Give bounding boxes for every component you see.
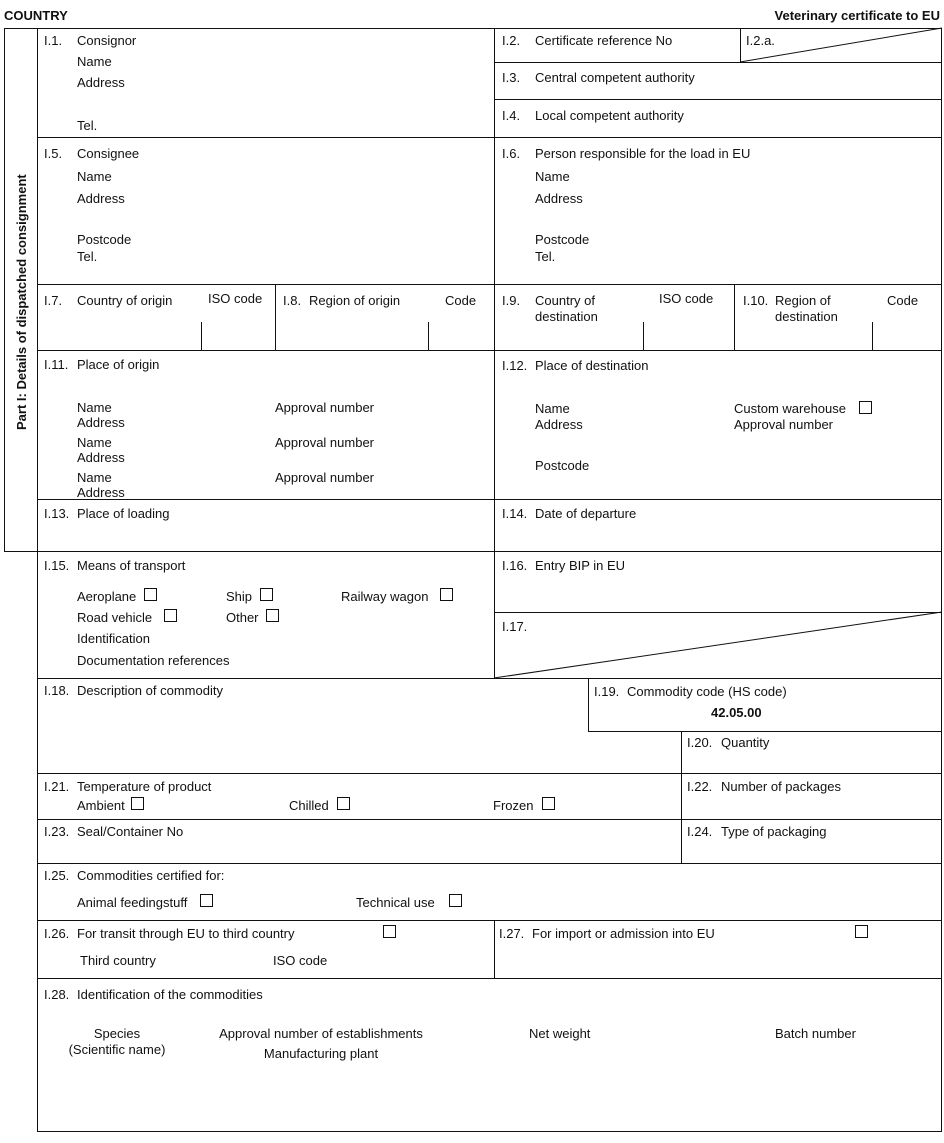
i21-ambient-checkbox[interactable] — [131, 797, 144, 810]
i1-title: Consignor — [77, 33, 137, 48]
i26-number: I.26. — [44, 926, 70, 941]
i5-postcode-label: Postcode — [77, 232, 132, 247]
i16-title: Entry BIP in EU — [535, 558, 626, 573]
i5-address-label: Address — [77, 191, 125, 206]
i6-address-label: Address — [535, 191, 583, 206]
i26-transit-checkbox[interactable] — [383, 925, 396, 938]
i12-postcode-label: Postcode — [535, 458, 590, 473]
i1-address-label: Address — [77, 75, 125, 90]
i21-number: I.21. — [44, 779, 70, 794]
i11-title: Place of origin — [77, 357, 160, 372]
i21-frozen-label: Frozen — [493, 798, 534, 813]
i12-custom-warehouse-checkbox[interactable] — [859, 401, 872, 414]
i11-name-label-3: Name — [77, 470, 112, 485]
i9-title-line2: destination — [535, 309, 598, 324]
i15-ship-label: Ship — [226, 589, 253, 604]
i15-number: I.15. — [44, 558, 70, 573]
i21-chilled-label: Chilled — [289, 798, 329, 813]
i4-title: Local competent authority — [535, 108, 684, 123]
i11-address-label-2: Address — [77, 450, 125, 465]
i5-title: Consignee — [77, 146, 140, 161]
i15-identification-label: Identification — [77, 631, 150, 646]
i26-title: For transit through EU to third country — [77, 926, 295, 941]
i9-number: I.9. — [502, 293, 521, 308]
i20-number: I.20. — [687, 735, 713, 750]
i26-iso-label: ISO code — [273, 953, 328, 968]
i21-frozen-checkbox[interactable] — [542, 797, 555, 810]
i8-title: Region of origin — [309, 293, 401, 308]
i6-number: I.6. — [502, 146, 521, 161]
i11-approval-label-1: Approval number — [275, 400, 374, 415]
i9-iso-label: ISO code — [659, 291, 714, 306]
i22-number: I.22. — [687, 779, 713, 794]
i28-approval-label: Approval number of establishments — [219, 1026, 423, 1041]
i4-number: I.4. — [502, 108, 521, 123]
i15-road-label: Road vehicle — [77, 610, 153, 625]
certificate-title: Veterinary certificate to EU — [774, 8, 940, 23]
part-label: Part I: Details of dispatched consignment — [14, 174, 29, 430]
i15-other-label: Other — [226, 610, 259, 625]
i25-technical-checkbox[interactable] — [449, 894, 462, 907]
i21-ambient-label: Ambient — [77, 798, 125, 813]
country-heading: COUNTRY — [4, 8, 68, 23]
i17-number: I.17. — [502, 619, 528, 634]
i2a-number: I.2.a. — [746, 33, 775, 48]
i28-species-label: Species — [93, 1026, 141, 1041]
i5-name-label: Name — [77, 169, 112, 184]
i19-hs-code-value: 42.05.00 — [711, 705, 762, 720]
i23-number: I.23. — [44, 824, 70, 839]
i27-number: I.27. — [499, 926, 525, 941]
i15-documentation-label: Documentation references — [77, 653, 230, 668]
i25-feed-checkbox[interactable] — [200, 894, 213, 907]
i12-title: Place of destination — [535, 358, 649, 373]
i27-title: For import or admission into EU — [532, 926, 715, 941]
i11-address-label-3: Address — [77, 485, 125, 500]
i3-number: I.3. — [502, 70, 521, 85]
i24-title: Type of packaging — [721, 824, 827, 839]
i25-feed-label: Animal feedingstuff — [77, 895, 188, 910]
i28-species-sublabel: (Scientific name) — [68, 1042, 166, 1057]
i18-title: Description of commodity — [77, 683, 223, 698]
i11-name-label-1: Name — [77, 400, 112, 415]
i12-custom-warehouse-label: Custom warehouse — [734, 401, 846, 416]
i15-road-checkbox[interactable] — [164, 609, 177, 622]
i9-title-line1: Country of — [535, 293, 595, 308]
i6-tel-label: Tel. — [535, 249, 556, 264]
i21-chilled-checkbox[interactable] — [337, 797, 350, 810]
i2-number: I.2. — [502, 33, 521, 48]
i12-approval-label: Approval number — [734, 417, 833, 432]
i28-title: Identification of the commodities — [77, 987, 263, 1002]
i1-name-label: Name — [77, 54, 112, 69]
i7-iso-label: ISO code — [208, 291, 263, 306]
i10-title-line2: destination — [775, 309, 838, 324]
i14-number: I.14. — [502, 506, 528, 521]
i10-code-label: Code — [887, 293, 919, 308]
i7-title: Country of origin — [77, 293, 173, 308]
i15-ship-checkbox[interactable] — [260, 588, 273, 601]
i11-approval-label-2: Approval number — [275, 435, 374, 450]
i23-title: Seal/Container No — [77, 824, 184, 839]
i1-number: I.1. — [44, 33, 63, 48]
i20-title: Quantity — [721, 735, 770, 750]
i1-tel-label: Tel. — [77, 118, 98, 133]
i12-address-label: Address — [535, 417, 583, 432]
i18-number: I.18. — [44, 683, 70, 698]
i6-postcode-label: Postcode — [535, 232, 590, 247]
i12-number: I.12. — [502, 358, 528, 373]
i16-number: I.16. — [502, 558, 528, 573]
i26-third-country-label: Third country — [80, 953, 156, 968]
i13-number: I.13. — [44, 506, 70, 521]
i11-approval-label-3: Approval number — [275, 470, 374, 485]
i6-title: Person responsible for the load in EU — [535, 146, 751, 161]
i15-railway-label: Railway wagon — [341, 589, 429, 604]
i10-number: I.10. — [743, 293, 769, 308]
i28-net-weight-label: Net weight — [529, 1026, 591, 1041]
i10-title-line1: Region of — [775, 293, 831, 308]
i27-import-checkbox[interactable] — [855, 925, 868, 938]
i2-title: Certificate reference No — [535, 33, 673, 48]
i15-other-checkbox[interactable] — [266, 609, 279, 622]
i14-title: Date of departure — [535, 506, 637, 521]
i19-number: I.19. — [594, 684, 620, 699]
i25-technical-label: Technical use — [356, 895, 435, 910]
i3-title: Central competent authority — [535, 70, 695, 85]
i21-title: Temperature of product — [77, 779, 212, 794]
i15-aeroplane-label: Aeroplane — [77, 589, 137, 604]
i15-title: Means of transport — [77, 558, 186, 573]
i8-number: I.8. — [283, 293, 302, 308]
i7-number: I.7. — [44, 293, 63, 308]
i28-number: I.28. — [44, 987, 70, 1002]
i12-name-label: Name — [535, 401, 570, 416]
i11-address-label-1: Address — [77, 415, 125, 430]
i28-batch-label: Batch number — [775, 1026, 856, 1041]
i11-number: I.11. — [44, 357, 69, 372]
i19-title: Commodity code (HS code) — [627, 684, 787, 699]
i15-railway-checkbox[interactable] — [440, 588, 453, 601]
i6-name-label: Name — [535, 169, 570, 184]
i13-title: Place of loading — [77, 506, 170, 521]
i22-title: Number of packages — [721, 779, 841, 794]
i8-code-label: Code — [445, 293, 477, 308]
i5-number: I.5. — [44, 146, 63, 161]
i25-title: Commodities certified for: — [77, 868, 225, 883]
i28-plant-label: Manufacturing plant — [263, 1046, 379, 1061]
i11-name-label-2: Name — [77, 435, 112, 450]
i25-number: I.25. — [44, 868, 70, 883]
i24-number: I.24. — [687, 824, 713, 839]
i5-tel-label: Tel. — [77, 249, 98, 264]
i15-aeroplane-checkbox[interactable] — [144, 588, 157, 601]
